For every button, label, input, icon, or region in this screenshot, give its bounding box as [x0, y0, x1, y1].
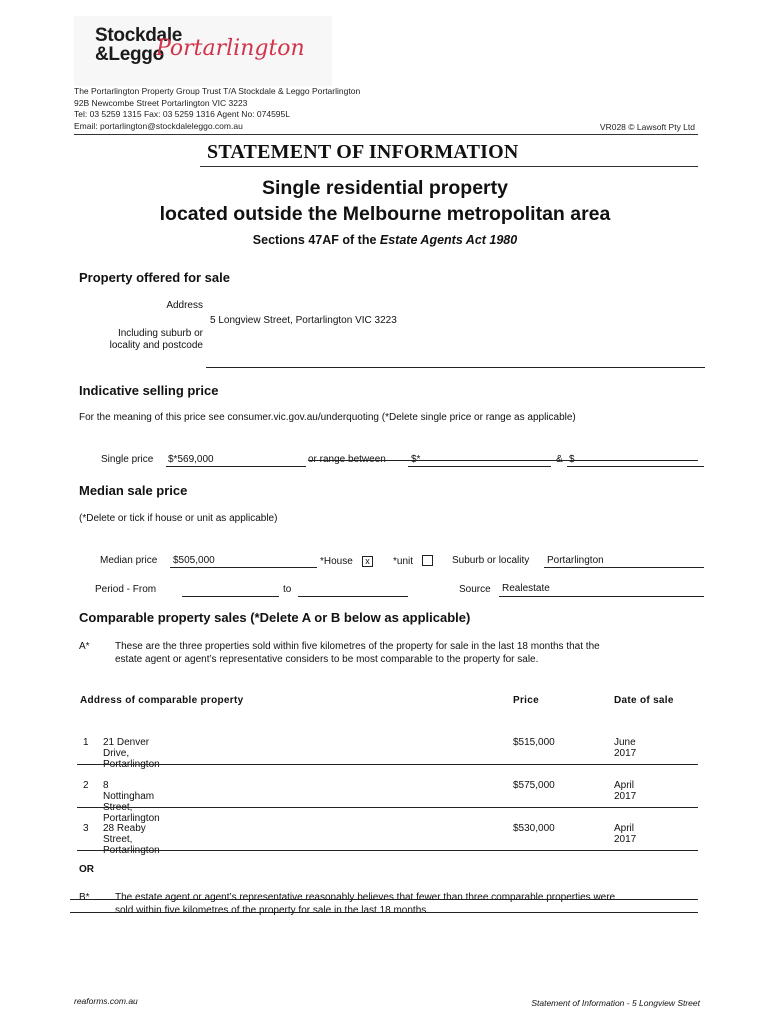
row-number: 1: [83, 737, 89, 748]
row-address: 21 Denver Drive, Portarlington: [103, 737, 160, 770]
or-label: OR: [79, 864, 94, 875]
agency-line-name: The Portarlington Property Group Trust T/A Stockdale & Leggo Portarlington: [74, 86, 361, 96]
col-header-address: Address of comparable property: [80, 695, 244, 706]
subtitle-line-1: Single residential property: [262, 177, 508, 199]
single-price-value[interactable]: $*569,000: [168, 454, 214, 465]
row-price: $515,000: [513, 737, 555, 748]
address-value: 5 Longview Street, Portarlington VIC 3223: [210, 315, 397, 326]
header-divider: [74, 134, 698, 135]
row-price: $575,000: [513, 780, 555, 791]
property-heading: Property offered for sale: [79, 270, 230, 285]
period-to-line[interactable]: [298, 596, 408, 597]
logo-text-leggo: &Leggo: [95, 44, 164, 65]
row-divider: [77, 764, 698, 765]
agency-details: [74, 86, 360, 132]
row-divider: [77, 807, 698, 808]
option-b-text-2: sold within five kilometres of the property for sale in the last 18 months.: [115, 905, 430, 916]
house-label: *House: [320, 556, 353, 567]
row-address: 28 Reaby Street, Portarlington: [103, 823, 160, 856]
option-a-text-1: These are the three properties sold within five kilometres of the property for sale in the last 18 months that the: [115, 641, 600, 652]
unit-label: *unit: [393, 556, 414, 567]
row-number: 3: [83, 823, 89, 834]
option-b-label: B*: [79, 892, 90, 903]
median-heading: Median sale price: [79, 483, 188, 498]
col-header-date: Date of sale: [614, 695, 674, 706]
comparable-heading: Comparable property sales (*Delete A or B below as applicable): [79, 610, 471, 625]
agency-line-address: 92B Newcombe Street Portarlington VIC 3223: [74, 97, 248, 108]
address-field-line[interactable]: [206, 367, 705, 368]
house-checkbox[interactable]: x: [362, 556, 373, 567]
suburb-locality-label: Suburb or locality: [452, 555, 530, 566]
period-to-label: to: [283, 584, 292, 595]
source-value[interactable]: Realestate: [502, 583, 550, 594]
row-number: 2: [83, 780, 89, 791]
row-price: $530,000: [513, 823, 555, 834]
page-title: STATEMENT OF INFORMATION: [207, 141, 519, 163]
median-price-line: [170, 567, 317, 568]
sections-reference: Sections 47AF of the Estate Agents Act 1980: [252, 233, 518, 247]
row-date: April 2017: [614, 823, 637, 845]
footer-right: Statement of Information - 5 Longview Street: [531, 998, 700, 1008]
agency-line-email: Email: portarlington@stockdaleleggo.com.au: [74, 120, 243, 131]
subtitle-line-2: located outside the Melbourne metropolitan area: [159, 203, 611, 225]
median-price-label: Median price: [100, 555, 158, 566]
indicative-heading: Indicative selling price: [79, 383, 219, 398]
title-divider: [200, 166, 698, 167]
source-line: [499, 596, 704, 597]
range-from-value[interactable]: $*: [411, 454, 421, 465]
address-label: Address: [166, 300, 203, 311]
range-strikethrough: [308, 460, 698, 461]
median-note: (*Delete or tick if house or unit as applicable): [79, 513, 278, 524]
logo-text-portarlington: Portarlington: [156, 36, 305, 61]
period-from-label: Period - From: [95, 584, 157, 595]
median-price-value[interactable]: $505,000: [173, 555, 215, 566]
single-price-label: Single price: [101, 454, 154, 465]
row-date: April 2017: [614, 780, 637, 802]
suburb-locality-value[interactable]: Portarlington: [547, 555, 604, 566]
range-from-line: [408, 466, 551, 467]
row-date: June 2017: [614, 737, 637, 759]
suburb-label-2: locality and postcode: [109, 340, 203, 351]
unit-checkbox[interactable]: [422, 555, 433, 566]
footer-left: reaforms.com.au: [74, 996, 138, 1006]
option-b-strikethrough-1: [70, 899, 698, 900]
range-label: or range between: [308, 454, 386, 465]
option-b-strikethrough-2: [70, 912, 698, 913]
suburb-locality-line: [544, 567, 704, 568]
col-header-price: Price: [513, 695, 539, 706]
range-amp: &: [556, 454, 563, 465]
period-from-line[interactable]: [182, 596, 279, 597]
range-to-value[interactable]: $: [569, 454, 575, 465]
logo-text-stockdale: Stockdale: [95, 25, 183, 46]
option-b-text-1: The estate agent or agent’s representative reasonably believes that fewer than three comparable properties were: [115, 892, 616, 903]
row-address: 8 Nottingham Street, Portarlington: [103, 780, 160, 824]
indicative-note: For the meaning of this price see consumer.vic.gov.au/underquoting (*Delete single price or range as applicable): [79, 412, 576, 423]
row-divider: [77, 850, 698, 851]
range-to-line: [567, 466, 704, 467]
form-code: VR028 © Lawsoft Pty Ltd: [599, 122, 695, 132]
single-price-line: [166, 466, 306, 467]
option-a-label: A*: [79, 641, 90, 652]
agency-line-phone: Tel: 03 5259 1315 Fax: 03 5259 1316 Agent No: 074595L: [74, 109, 290, 119]
source-label: Source: [459, 584, 491, 595]
suburb-label-1: Including suburb or: [117, 328, 203, 339]
option-a-text-2: estate agent or agent’s representative considers to be most comparable to the property for sale.: [115, 654, 539, 665]
